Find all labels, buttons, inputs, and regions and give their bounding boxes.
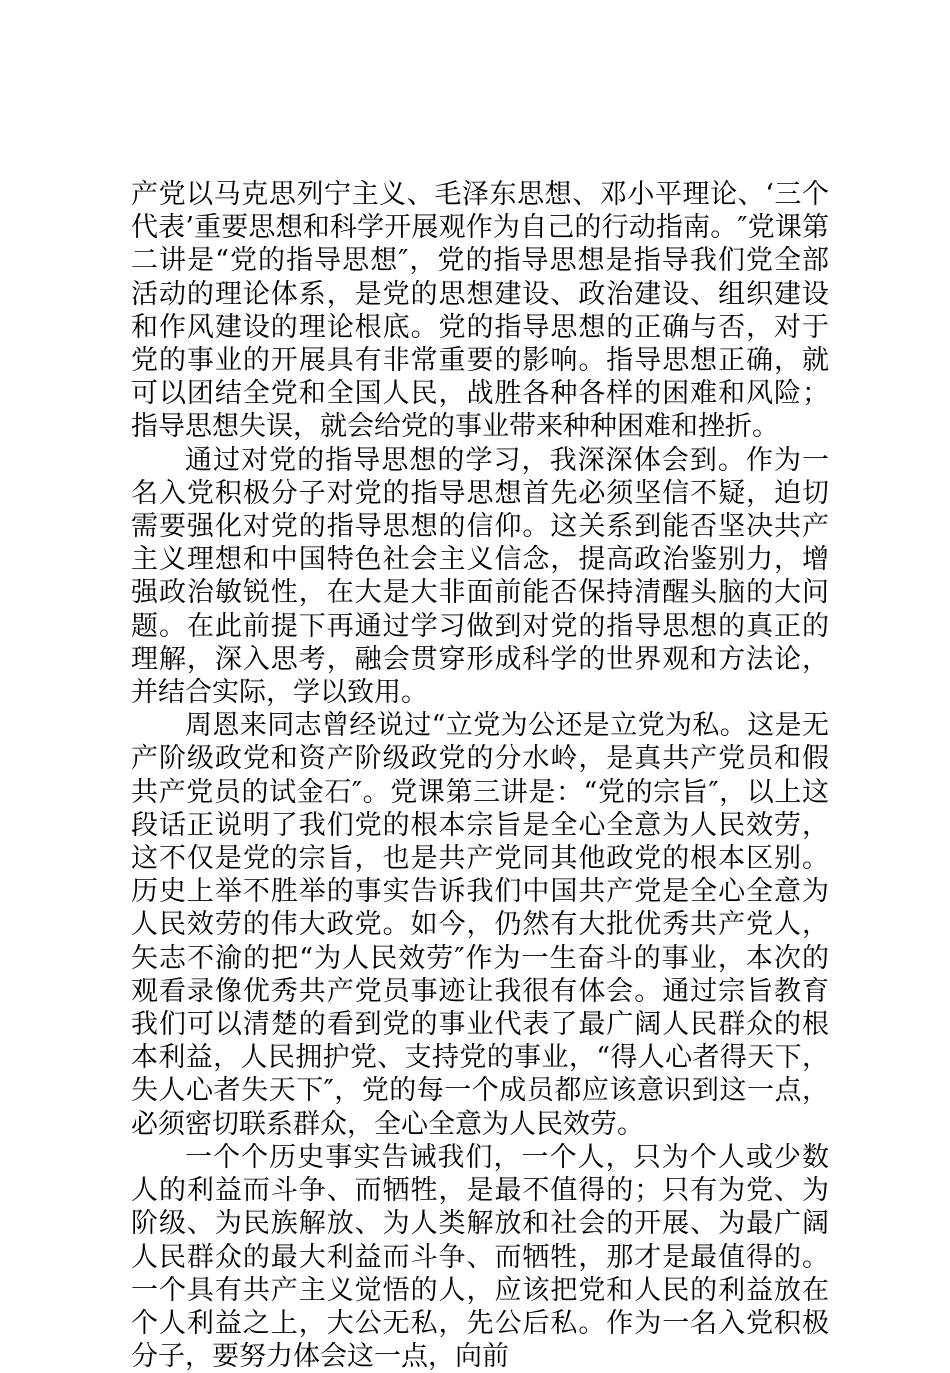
paragraph-4: 一个个历史事实告诫我们，一个人，只为个人或少数人的利益而斗争、而牺牲，是最不值得的；只有为党、为阶级、为民族解放、为人类解放和社会的开展、为最广阔人民群众的最大利益而斗争、而牺牲，那才是最值得的。一个具有共产主义觉悟的人，应该把党和人民的利益放在个人利益之上，大公无私，先公后私。作为一名入党积极分子，要努力体会这一点，向前 <box>131 1141 829 1373</box>
paragraph-1: 产党以马克思列宁主义、毛泽东思想、邓小平理论、‘三个代表’重要思想和科学开展观作为自己的行动指南。″党课第二讲是“党的指导思想″，党的指导思想是指导我们党全部活动的理论体系，是党的思想建设、政治建设、组织建设和作风建设的理论根底。党的指导思想的正确与否，对于党的事业的开展具有非常重要的影响。指导思想正确，就可以团结全党和全国人民，战胜各种各样的困难和风险；指导思想失误，就会给党的事业带来种种困难和挫折。 <box>131 179 829 443</box>
document-body <box>131 178 829 1373</box>
paragraph-3: 周恩来同志曾经说过“立党为公还是立党为私。这是无产阶级政党和资产阶级政党的分水岭，是真共产党员和假共产党员的试金石″。党课第三讲是：“党的宗旨″，以上这段话正说明了我们党的根本宗旨是全心全意为人民效劳，这不仅是党的宗旨，也是共产党同其他政党的根本区别。历史上举不胜举的事实告诉我们中国共产党是全心全意为人民效劳的伟大政党。如今，仍然有大批优秀共产党人，矢志不渝的把“为人民效劳″作为一生奋斗的事业，本次的观看录像优秀共产党员事迹让我很有体会。通过宗旨教育我们可以清楚的看到党的事业代表了最广阔人民群众的根本利益，人民拥护党、支持党的事业，“得人心者得天下，失人心者失天下″，党的每一个成员都应该意识到这一点，必须密切联系群众，全心全意为人民效劳。 <box>131 710 829 1140</box>
paragraph-2: 通过对党的指导思想的学习，我深深体会到。作为一名入党积极分子对党的指导思想首先必须坚信不疑，迫切需要强化对党的指导思想的信仰。这关系到能否坚决共产主义理想和中国特色社会主义信念，提高政治鉴别力，增强政治敏锐性，在大是大非面前能否保持清醒头脑的大问题。在此前提下再通过学习做到对党的指导思想的真正的理解，深入思考，融会贯穿形成科学的世界观和方法论，并结合实际，学以致用。 <box>131 444 829 709</box>
